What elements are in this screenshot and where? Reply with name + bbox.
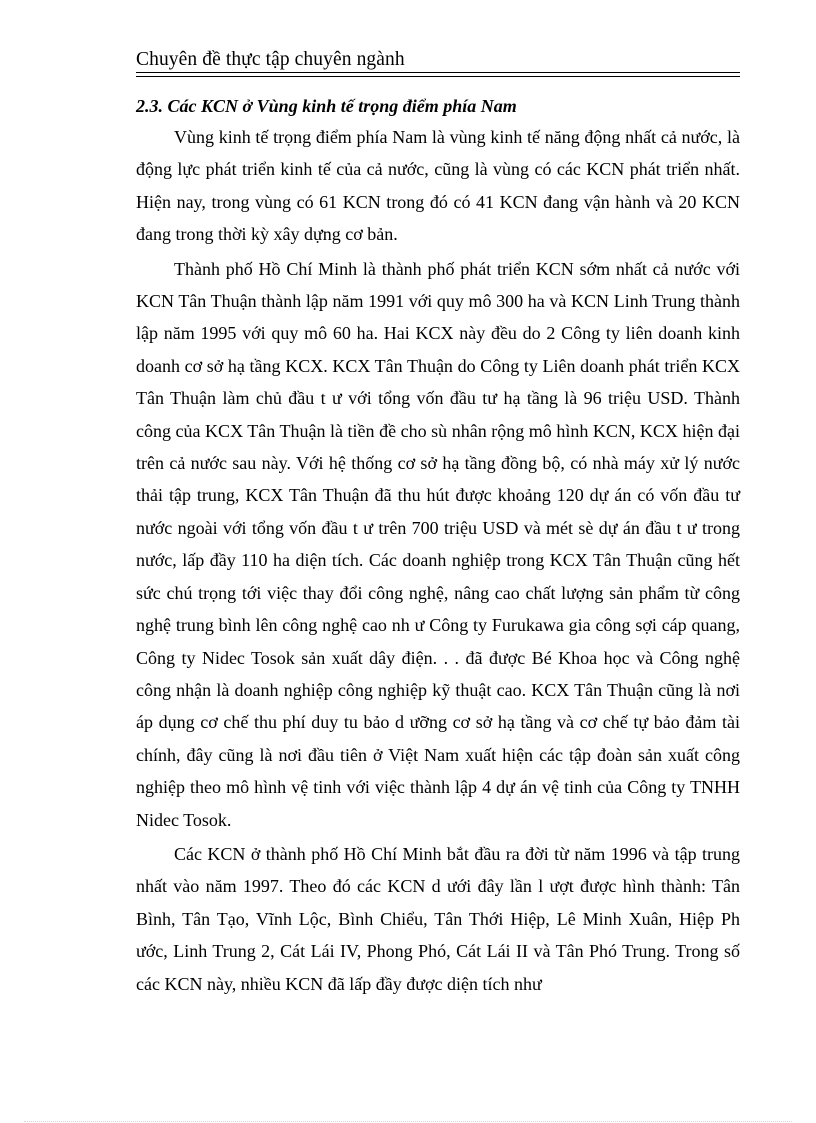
paragraph: Các KCN ở thành phố Hồ Chí Minh bắt đầu ra đời từ năm 1996 và tập trung nhất vào năm 1997. Theo đó các KCN d ưới đây lần l ượt được hình thành: Tân Bình, Tân Tạo, Vĩnh Lộc, Bình Chiểu, Tân Thới Hiệp, Lê Minh Xuân, Hiệp Ph ước, Linh Trung 2, Cát Lái IV, Phong Phó, Cát Lái II và Tân Phó Trung. Trong số các KCN này, nhiều KCN đã lấp đầy được diện tích như [136, 843, 740, 994]
header-rule-top [136, 72, 740, 73]
page-bottom-divider [24, 1121, 792, 1122]
paragraph: Thành phố Hồ Chí Minh là thành phố phát triển KCN sớm nhất cả nước với KCN Tân Thuận thành lập năm 1991 với quy mô 300 ha và KCN Linh Trung thành lập năm 1995 với quy mô 60 ha. Hai KCX này đều do 2 Công ty liên doanh kinh doanh cơ sở hạ tầng KCX. KCX Tân Thuận do Công ty Liên doanh phát triển KCX Tân Thuận làm chủ đầu t ư với tổng vốn đầu tư hạ tầng là 96 triệu USD. Thành công của KCX Tân Thuận là tiền đề cho sù nhân rộng mô hình KCN, KCX hiện đại trên cả nước sau này. Với hệ thống cơ sở hạ tầng đồng bộ, có nhà máy xử lý nước thải tập trung, KCX Tân Thuận đã thu hút được khoảng 120 dự án có vốn đầu tư nước ngoài với tổng vốn đầu t ư trên 700 triệu USD và mét sè dự án đầu t ư trong nước, lấp đầy 110 ha diện tích. Các doanh nghiệp trong KCX Tân Thuận cũng hết sức chú trọng tới việc thay đổi công nghệ, nâng cao chất lượng sản phẩm từ công nghệ trung bình lên công nghệ cao nh ư Công ty Furukawa gia công sợi cáp quang, Công ty Nidec Tosok sản xuất dây điện. . . đã được Bé Khoa học và Công nghệ công nhận là doanh nghiệp công nghiệp kỹ thuật cao. KCX Tân Thuận cũng là nơi áp dụng cơ chế thu phí duy tu bảo d ưỡng cơ sở hạ tầng và cơ chế tự bảo đảm tài chính, đây cũng là nơi đầu tiên ở Việt Nam xuất hiện các tập đoàn sản xuất công nghiệp theo mô hình vệ tinh với việc thành lập 4 dự án vệ tinh của Công ty TNHH Nidec Tosok. [136, 258, 740, 830]
header-rule-bottom [136, 76, 740, 77]
document-body [136, 92, 740, 1002]
paragraph: Vùng kinh tế trọng điểm phía Nam là vùng kinh tế năng động nhất cả nước, là động lực phát triển kinh tế của cả nước, cũng là vùng có các KCN phát triển nhất. Hiện nay, trong vùng có 61 KCN trong đó có 41 KCN đang vận hành và 20 KCN đang trong thời kỳ xây dựng cơ bản. [136, 127, 740, 245]
header-title: Chuyên đề thực tập chuyên ngành [136, 49, 405, 70]
section-heading: 2.3. Các KCN ở Vùng kinh tế trọng điểm phía Nam [136, 96, 517, 116]
page-header [136, 48, 740, 72]
